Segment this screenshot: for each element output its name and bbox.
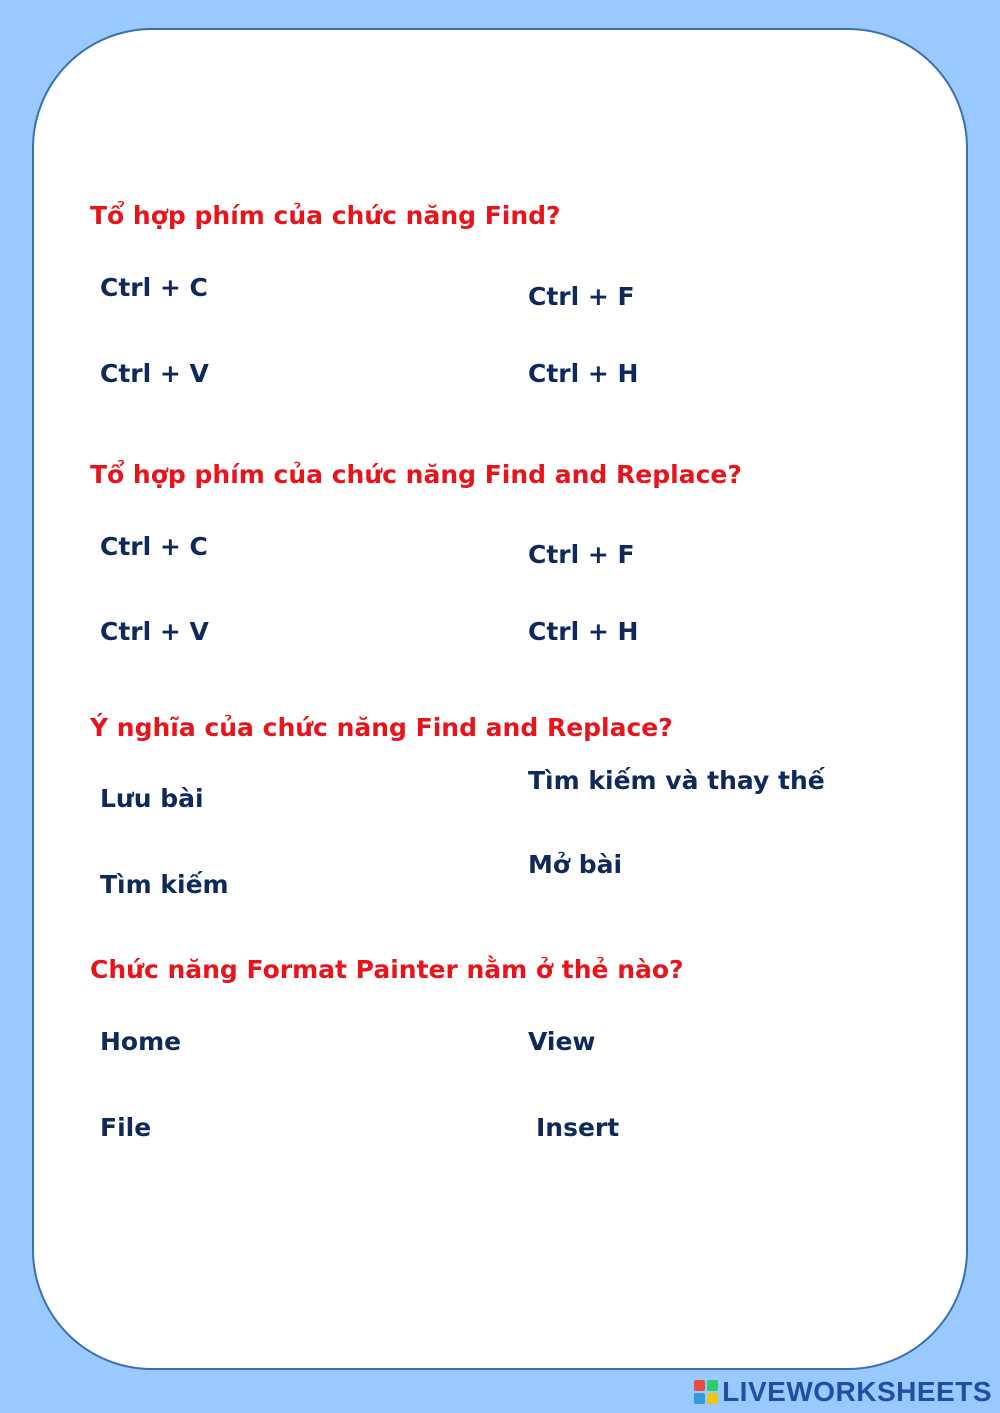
q4-option-2[interactable]: View	[528, 1027, 596, 1056]
q3-option-2[interactable]: Tìm kiếm và thay thế	[528, 766, 825, 795]
q1-option-4[interactable]: Ctrl + H	[528, 359, 639, 388]
brand-grid-icon	[694, 1380, 718, 1404]
q3-option-1[interactable]: Lưu bài	[100, 784, 204, 813]
question-3: Ý nghĩa của chức năng Find and Replace?	[90, 713, 673, 742]
q3-option-4[interactable]: Mở bài	[528, 850, 623, 879]
q3-option-3[interactable]: Tìm kiếm	[100, 870, 229, 899]
q2-option-1[interactable]: Ctrl + C	[100, 532, 208, 561]
question-2: Tổ hợp phím của chức năng Find and Replace?	[90, 460, 742, 489]
q2-option-2[interactable]: Ctrl + F	[528, 540, 635, 569]
q4-option-1[interactable]: Home	[100, 1027, 182, 1056]
brand-square-3	[694, 1393, 705, 1404]
brand-square-4	[707, 1393, 718, 1404]
q1-option-1[interactable]: Ctrl + C	[100, 273, 208, 302]
liveworksheets-logo	[694, 1375, 992, 1409]
brand-square-1	[694, 1380, 705, 1391]
q1-option-3[interactable]: Ctrl + V	[100, 359, 209, 388]
question-1: Tổ hợp phím của chức năng Find?	[90, 201, 561, 230]
brand-square-2	[707, 1380, 718, 1391]
brand-name: LIVEWORKSHEETS	[722, 1376, 992, 1407]
q2-option-4[interactable]: Ctrl + H	[528, 617, 639, 646]
q4-option-3[interactable]: File	[100, 1113, 152, 1142]
q1-option-2[interactable]: Ctrl + F	[528, 282, 635, 311]
q4-option-4[interactable]: Insert	[536, 1113, 620, 1142]
q2-option-3[interactable]: Ctrl + V	[100, 617, 209, 646]
question-4: Chức năng Format Painter nằm ở thẻ nào?	[90, 955, 684, 984]
